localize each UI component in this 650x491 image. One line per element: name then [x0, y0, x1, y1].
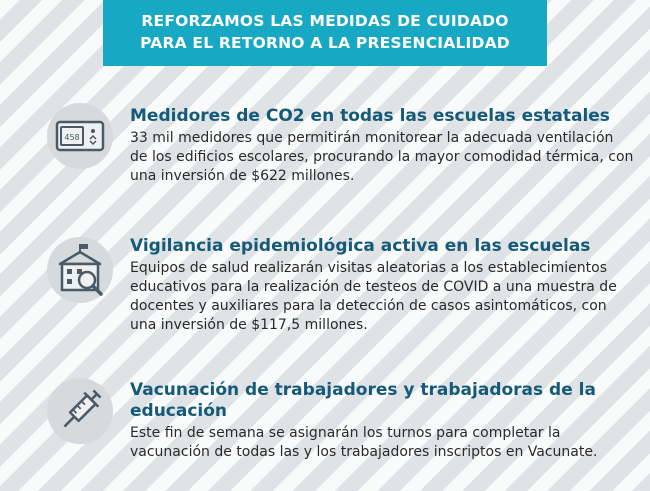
- item-body: Este fin de semana se asignarán los turnos para completar la vacunación de todas las y los trabajadores inscriptos en Vacunate.: [130, 425, 598, 460]
- item-vaccination: [130, 380, 635, 462]
- meter-reading: 458: [64, 133, 80, 142]
- item-title: Medidores de CO2 en todas las escuelas estatales: [130, 106, 610, 126]
- banner-line-2: PARA EL RETORNO A LA PRESENCIALIDAD: [140, 34, 510, 52]
- header-banner: [103, 0, 547, 66]
- item-title: Vigilancia epidemiológica activa en las escuelas: [130, 236, 591, 256]
- banner-line-1: REFORZAMOS LAS MEDIDAS DE CUIDADO: [141, 12, 509, 30]
- school-search-icon: [47, 237, 113, 303]
- item-epidemiological-surveillance: [130, 236, 635, 335]
- item-body: Equipos de salud realizarán visitas aleatorias a los establecimientos educativos para la realización de testeos de COVID a una muestra de docentes y auxiliares para la detección de casos asintomáticos, con una inversión de $117,5 millones.: [130, 260, 617, 333]
- item-co2-meters: [130, 106, 635, 186]
- item-body: 33 mil medidores que permitirán monitorear la adecuada ventilación de los edificios escolares, procurando la mayor comodidad térmica, con una inversión de $622 millones.: [130, 130, 634, 184]
- item-title: Vacunación de trabajadores y trabajadoras de la educación: [130, 380, 596, 421]
- syringe-icon: [47, 378, 113, 444]
- co2-meter-icon: [47, 103, 113, 169]
